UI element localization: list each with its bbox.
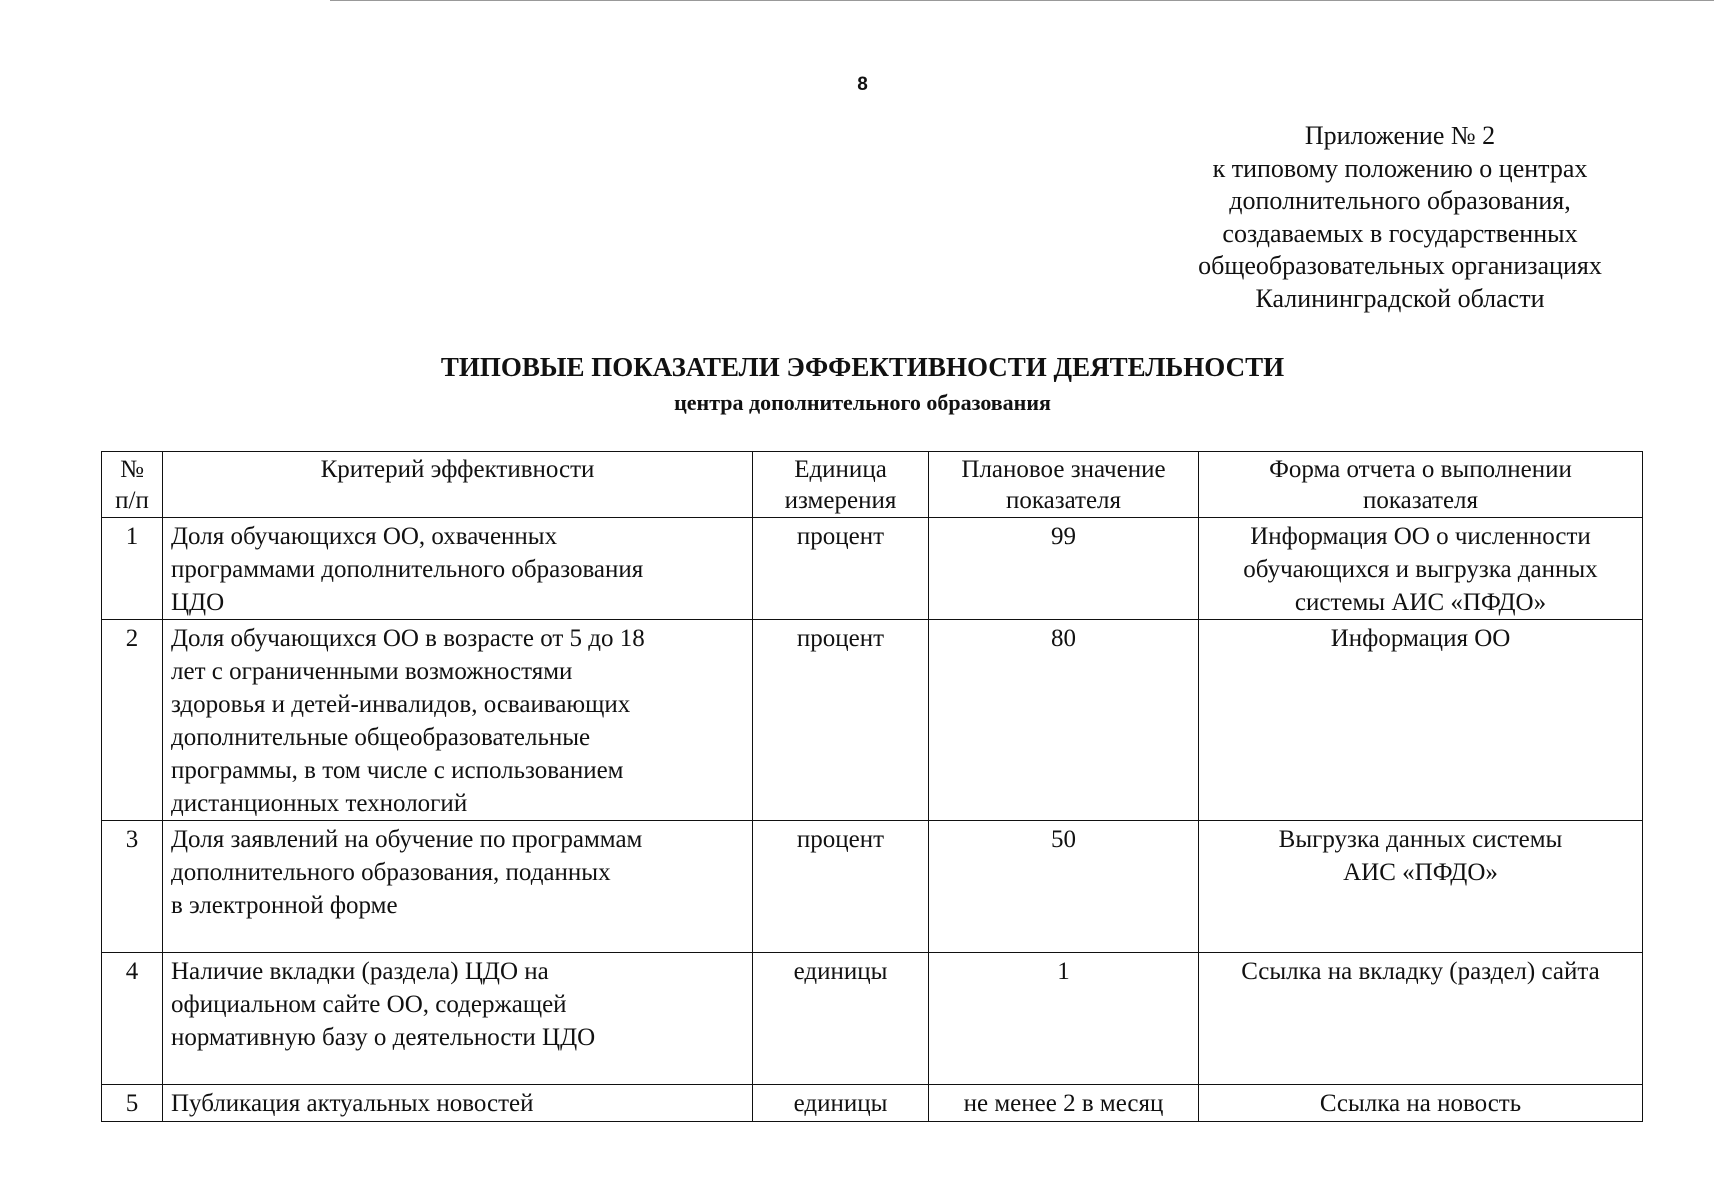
appendix-line: Приложение № 2 <box>1304 121 1496 150</box>
cell-plan: 1 <box>929 953 1199 1085</box>
appendix-note <box>1160 120 1640 315</box>
report-line: Ссылка на новость <box>1319 1090 1522 1117</box>
cell-report <box>1199 953 1643 1085</box>
cell-num: 5 <box>102 1085 163 1122</box>
cell-num: 1 <box>102 518 163 620</box>
cell-plan: 50 <box>929 821 1199 953</box>
criterion-line: Доля обучающихся ОО в возрасте от 5 до 18 <box>171 625 645 652</box>
criterion-line: лет с ограниченными возможностями <box>171 658 573 685</box>
criterion-line: дистанционных технологий <box>171 790 468 817</box>
cell-unit: единицы <box>753 953 929 1085</box>
table-header-row <box>102 452 1643 518</box>
header-unit-line: измерения <box>784 487 897 514</box>
header-num-line: п/п <box>115 487 149 514</box>
table-row <box>102 1085 1643 1122</box>
criterion-line: программы, в том числе с использованием <box>171 757 624 784</box>
table-row <box>102 953 1643 1085</box>
appendix-line: дополнительного образования, <box>1229 186 1571 215</box>
cell-report <box>1199 821 1643 953</box>
report-line: Информация ОО <box>1330 625 1511 652</box>
header-num <box>102 452 163 518</box>
cell-unit: процент <box>753 518 929 620</box>
cell-criterion <box>163 620 753 821</box>
criterion-line: программами дополнительного образования <box>171 556 644 583</box>
document-subtitle: центра дополнительного образования <box>674 390 1051 415</box>
report-line: АИС «ПФДО» <box>1343 859 1498 886</box>
cell-plan: не менее 2 в месяц <box>929 1085 1199 1122</box>
header-plan-line: Плановое значение <box>961 456 1166 483</box>
cell-num: 3 <box>102 821 163 953</box>
cell-plan: 99 <box>929 518 1199 620</box>
cell-report <box>1199 518 1643 620</box>
criterion-line: в электронной форме <box>171 892 398 919</box>
top-scan-rule <box>330 0 1714 1</box>
cell-plan: 80 <box>929 620 1199 821</box>
criterion-line: дополнительные общеобразовательные <box>171 724 591 751</box>
report-line: Выгрузка данных системы <box>1278 826 1563 853</box>
cell-criterion <box>163 1085 753 1122</box>
criterion-line: Наличие вкладки (раздела) ЦДО на <box>171 958 549 985</box>
header-report <box>1199 452 1643 518</box>
criterion-line: Доля заявлений на обучение по программам <box>171 826 643 853</box>
cell-num: 2 <box>102 620 163 821</box>
table-row <box>102 821 1643 953</box>
criterion-line: нормативную базу о деятельности ЦДО <box>171 1024 596 1051</box>
appendix-line: к типовому положению о центрах <box>1212 153 1588 183</box>
header-plan <box>929 452 1199 518</box>
appendix-line: Калининградской области <box>1255 283 1545 313</box>
header-criterion <box>163 452 753 518</box>
header-num-line: № <box>120 456 144 483</box>
appendix-line: создаваемых в государственных <box>1222 218 1578 248</box>
cell-unit: единицы <box>753 1085 929 1122</box>
report-line: Информация ОО о численности <box>1250 523 1591 550</box>
header-plan-line: показателя <box>1005 487 1122 514</box>
cell-unit: процент <box>753 821 929 953</box>
report-line: Ссылка на вкладку (раздел) сайта <box>1241 958 1600 985</box>
criterion-line: Публикация актуальных новостей <box>171 1090 534 1117</box>
criterion-line: ЦДО <box>171 589 225 616</box>
table-row <box>102 620 1643 821</box>
cell-num: 4 <box>102 953 163 1085</box>
cell-unit: процент <box>753 620 929 821</box>
report-line: обучающихся и выгрузка данных <box>1243 556 1598 583</box>
header-unit-line: Единица <box>794 456 887 483</box>
header-criterion-line: Критерий эффективности <box>320 456 595 483</box>
report-line: системы АИС «ПФДО» <box>1294 589 1547 616</box>
indicators-table <box>101 451 1643 1122</box>
cell-report <box>1199 620 1643 821</box>
cell-criterion <box>163 518 753 620</box>
cell-criterion <box>163 953 753 1085</box>
criterion-line: здоровья и детей-инвалидов, осваивающих <box>171 691 631 718</box>
appendix-line: общеобразовательных организациях <box>1198 251 1602 280</box>
criterion-line: дополнительного образования, поданных <box>171 859 611 886</box>
header-unit <box>753 452 929 518</box>
document-title: ТИПОВЫЕ ПОКАЗАТЕЛИ ЭФФЕКТИВНОСТИ ДЕЯТЕЛЬНОСТИ <box>440 352 1285 382</box>
table-row <box>102 518 1643 620</box>
header-report-line: показателя <box>1362 487 1479 514</box>
cell-criterion <box>163 821 753 953</box>
cell-report <box>1199 1085 1643 1122</box>
criterion-line: официальном сайте ОО, содержащей <box>171 991 567 1018</box>
header-report-line: Форма отчета о выполнении <box>1269 456 1572 483</box>
criterion-line: Доля обучающихся ОО, охваченных <box>171 523 558 550</box>
page-number: 8 <box>857 74 868 95</box>
